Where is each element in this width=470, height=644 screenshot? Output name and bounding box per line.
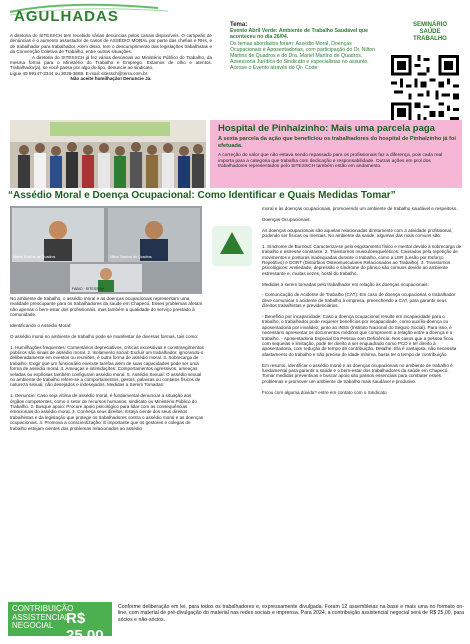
article-subheading: Doenças Ocupacionais: [262,216,311,222]
article-paragraph: Em resumo, identificar o assédio moral e as doenças ocupacionais no ambiente de trabalho é fundamental para garantir a saúde e o bem-estar dos trabalhadores da saúde em Chapecó. Tomar medidas preventivas e buscar apoio são passos essenciais para combater esses problemas e promover um ambiente de trabalho mais saudável e produtivo. [262,362,453,384]
article-paragraph: 1. Síndrome de Burnout: Caracteriza-se pelo esgotamento físico e mental devido à sobrecarga de trabalho e estresse constante. 2. Transtornos musculoesqueléticos: Causados pela repetição de movimentos e posturas inadequadas durante o trabalho, como a LER (Lesão por Esforço Repetitivo) e DORT (Distúrbios Osteomusculares Relacionados ao Trabalho). 3. Transtornos psicológicos: Ansiedade, depressão e síndrome do pânico são comuns devido ao ambiente estressante e, muitas vezes, hostil do trabalho. [262,243,462,276]
intro-section [10,33,212,82]
event-description: Os temas abordados foram: Assédio Moral, Doenças Ocupacionais e Aposentadorias, com participação do Dr. Nilton Martins de Quadros e do Dra. Mariel Martins de Quadros, Assessoria Jurídica do Sindicato e especialistas no assunto. Acesse o Evento através do Qr- Code: [230,40,376,72]
hospital-subtitle: A sexta parcela da ação que beneficiou os trabalhadores do hospital de Pinhalzinho já foi efetuada. [218,136,456,149]
contribution-label: CONTRIBUIÇÃO ASSISTENCIAL NEGOCIAL [12,604,74,631]
denounce-slogan: Não aceite humilhação! Denuncie Já. [70,76,152,82]
event-theme-block [230,22,380,72]
video-call-screenshot [10,206,202,294]
contribution-banner [8,602,112,644]
contact-line: Ligue 49 99147-3344 ou 3026-3668. E-mail: sitessch@terra.com.br. [10,70,149,76]
article-paragraph: moral e às doenças ocupacionais, promovendo um ambiente de trabalho saudável e respeitoso. [262,206,458,211]
logo-text: AGULHADAS [14,8,119,25]
group-photo [10,120,206,188]
article-paragraph: Ficou com alguma dúvida? entre em contato com o Sindicato [262,389,387,395]
article-title: “Assédio Moral e Doença Ocupacional: Como Identificar e Quais Medidas Tomar” [8,190,396,201]
article-paragraph: - Comunicação de Acidente de Trabalho (CAT): Em caso de doença ocupacional, o trabalhador deve comunicar o acidente de trabalho à empresa, preenchendo a CAT, para garantir seus direitos trabalhistas e previdenciários. [262,292,456,309]
article-paragraph: Medidas a serem tomadas pelo trabalhador em relação às doenças ocupacionais: [262,281,429,287]
video-participant-label: Mariel Martins de Quadros [13,255,56,259]
video-participant-label: FABIO · SITESSCH [72,287,104,291]
article-paragraph: O assédio moral no ambiente de trabalho pode se manifestar de diversas formas, tais como: [10,333,199,339]
article-paragraph: 1. Denuncie: Caso seja vítima de assédio moral, é fundamental denunciar a situação aos órgãos competentes, como o setor de recursos humanos, sindicato ou Ministério Público do Trabalho. 2. Busque apoio: Procure apoio psicológico para lidar com as consequências emocionais do assédio moral. 3. Conheça seus direitos: Esteja ciente dos seus direitos trabalhistas e da legislação que protege os trabalhadores contra o assédio moral e as doenças ocupacionais. 4. Promova a conscientização: É importante que os gestores e colegas de trabalho estejam cientes dos problemas relacionados ao assédio [10,393,204,431]
contribution-text: Conforme deliberação em lei, para todos os trabalhadores e, expressamente divulgada. Foram 12 assembleias na base e mais uma no formato on-line, com material de pré-divulgação do material nas redes sociais e imprensa. Para 2024, a contribuição assistencial negocial será de R$ 25,00, para sócios e não-sócios. [118,604,464,623]
hospital-body: A correção do valor que não estava sendo repassado para os profissionais faz a diferença, pois cada real importa para a categoria que trabalha com dedicação e responsabilidade. Outras ações em prol dos trabalhadores representados pelo SITESSCH também estão em andamento. [218,153,443,170]
video-call-image [10,206,202,294]
article-right-column [262,206,462,395]
qr-code-icon[interactable] [388,52,462,126]
seminar-title [395,22,465,43]
theme-label: Tema: [230,22,248,28]
article-paragraph: As doenças ocupacionais são aquelas relacionadas diretamente com a atividade profissional, podendo ser físicas ou mentais. No ambiente da saúde, algumas das mais comuns são: [262,227,453,238]
hospital-news-box [210,120,462,188]
article-subheading: Identificando o Assédio Moral: [10,323,72,329]
intro-paragraph: A diretoria do SITESSCH tem recebido várias denúncias pelos canais disponíveis. O campeão de denúncias é o aumento assustador de casos de ASSÉDIO MORAL por parte das chefias e RHs, e de trabalhador para trabalhador. Além disso, tem o descumprimento das legislações trabalhistas e da Convenção Coletiva de Trabalho, entre outras situações. [10,33,212,55]
intro-paragraph: A diretoria do SITESSCH já fez várias denúncias ao Ministério Público do Trabalho, da mesma forma para o Ministério do Trabalho e Emprego. Estamos de olho e atentos. Trabalhador(a), se você passa por algo do tipo, denuncie ao sindicato. [10,54,212,71]
seminar-line: TRABALHO [413,36,447,42]
seminar-line: SEMINÁRIO [412,22,447,28]
article-left-column [10,296,204,431]
video-participant-label: Nilton Martins de Quadros [110,255,152,259]
event-heading: Evento Abril Verde: Ambiente de Trabalho Saudável que aconteceu no dia 26/04. [230,28,368,41]
sitessch-banner [206,206,258,294]
hospital-title: Hospital de Pinhalzinho: Mais uma parcela paga [218,123,435,134]
seminar-line: SAÚDE [419,29,441,35]
newspaper-logo [8,2,208,32]
article-paragraph: - Benefício por incapacidade: Caso a doença ocupacional resulte em incapacidade para o trabalho, o trabalhador pode requerer benefícios por incapacidade, como auxílio-doença ou aposentadoria por invalidez, junto ao INSS (Instituto Nacional do Seguro Social). Para isso, é necessário apresentar os documentos médicos que comprovem a relação entre a doença e o trabalho. - Aposentadoria Especial Da Pessoa com Deficiência: Nos casos que a pessoa ficou com sequelas e limitação, pode ter direito a ser enquadrado como PCD e ter direito à aposentadoria, com redução de tempo de contribuição. Detalhe: Ela é vantajosa, não necessita afastamento do trabalho e não precisa de idade mínima, basta ter o tempo de contribuição. [262,314,457,357]
contribution-value: R$ 25,00 [66,610,104,644]
article-paragraph: 1. Humilhações frequentes: Comentários depreciativos, críticas excessivas e constrangimentos públicos são sinais de assédio moral. 2. Isolamento social: Excluir um trabalhador, ignorando-o deliberadamente em eventos ou reuniões, é outra forma de assédio moral. 3. Sobrecarga de trabalho: Exigir que um funcionário execute tarefas além de suas capacidades pode ser uma forma de assédio moral. 4. Ameaças e intimidações: Comportamentos agressivos, ameaças veladas ou explícitas também configuram assédio moral. 5. Assédio Sexual: O assédio sexual no ambiente de trabalho refere-se a comportamentos, gestos, palavras ou contatos físicos de natureza sexual, não desejados e indesejados. Medidas a Serem Tomadas: [10,344,204,388]
article-paragraph: No ambiente de trabalho, o assédio moral e as doenças ocupacionais representam uma realidade preocupante para os trabalhadores da saúde em Chapecó. Esses problemas afetam não apenas o bem-estar dos profissionais, mas também a qualidade do serviço prestado à comunidade. [10,296,203,318]
sitessch-logo-icon [206,206,258,294]
